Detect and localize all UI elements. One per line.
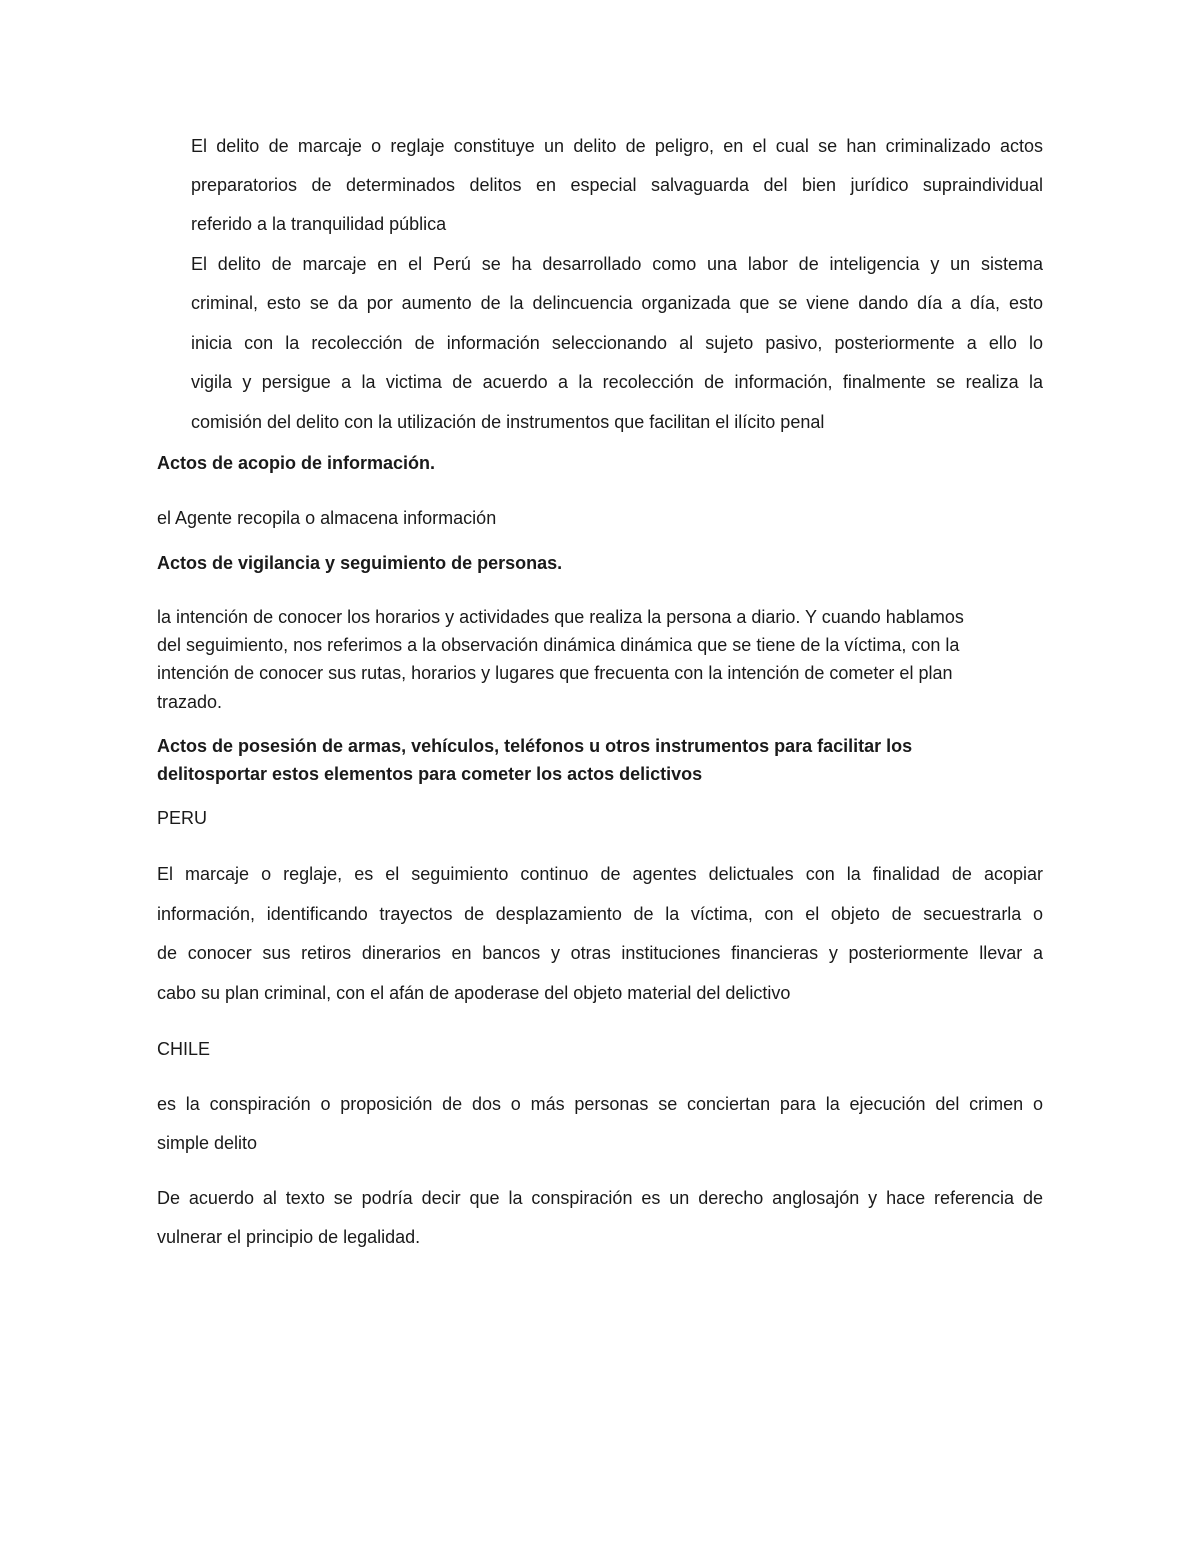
country-label-peru: PERU xyxy=(157,808,208,828)
text-line: referido a la tranquilidad pública xyxy=(191,214,447,234)
text-line: Actos de posesión de armas, vehículos, teléfonos u otros instrumentos para facilitar los xyxy=(157,736,913,756)
text-line: vigila y persigue a la victima de acuerdo a la recolección de información, finalmente se realiza la xyxy=(191,372,1043,392)
section-heading-vigilancia: Actos de vigilancia y seguimiento de personas. xyxy=(157,553,563,573)
text-line: El delito de marcaje en el Perú se ha desarrollado como una labor de inteligencia y un sistema xyxy=(191,254,1043,274)
text-line: delitosportar estos elementos para cometer los actos delictivos xyxy=(157,764,703,784)
text-line: De acuerdo al texto se podría decir que la conspiración es un derecho anglosajón y hace referencia de xyxy=(157,1188,1043,1208)
text-line: intención de conocer sus rutas, horarios y lugares que frecuenta con la intención de cometer el plan xyxy=(157,663,953,683)
text-line: información, identificando trayectos de desplazamiento de la víctima, con el objeto de secuestrarla o xyxy=(157,904,1043,924)
section-heading-acopio: Actos de acopio de información. xyxy=(157,453,436,473)
text-line: simple delito xyxy=(157,1133,258,1153)
text-line: la intención de conocer los horarios y actividades que realiza la persona a diario. Y cuando hablamos xyxy=(157,607,964,627)
text-line: El delito de marcaje o reglaje constituye un delito de peligro, en el cual se han criminalizado actos xyxy=(191,136,1043,156)
text-line: vulnerar el principio de legalidad. xyxy=(157,1227,421,1247)
text-line: cabo su plan criminal, con el afán de apoderase del objeto material del delictivo xyxy=(157,983,791,1003)
text-line: del seguimiento, nos referimos a la observación dinámica dinámica que se tiene de la víctima, con la xyxy=(157,635,960,655)
text-line: El marcaje o reglaje, es el seguimiento continuo de agentes delictuales con la finalidad de acopiar xyxy=(157,864,1043,884)
text-line: comisión del delito con la utilización de instrumentos que facilitan el ilícito penal xyxy=(191,412,825,432)
text-line: trazado. xyxy=(157,692,223,712)
text-line: es la conspiración o proposición de dos o más personas se conciertan para la ejecución del crimen o xyxy=(157,1094,1043,1114)
text-line: de conocer sus retiros dinerarios en bancos y otras instituciones financieras y posteriormente llevar a xyxy=(157,943,1043,963)
text-line: criminal, esto se da por aumento de la delincuencia organizada que se viene dando día a día, esto xyxy=(191,293,1043,313)
country-label-chile: CHILE xyxy=(157,1039,211,1059)
text-line: preparatorios de determinados delitos en especial salvaguarda del bien jurídico supraindividual xyxy=(191,175,1043,195)
paragraph-acopio: el Agente recopila o almacena información xyxy=(157,508,497,528)
text-line: inicia con la recolección de información seleccionando al sujeto pasivo, posteriormente a ello lo xyxy=(191,333,1043,353)
